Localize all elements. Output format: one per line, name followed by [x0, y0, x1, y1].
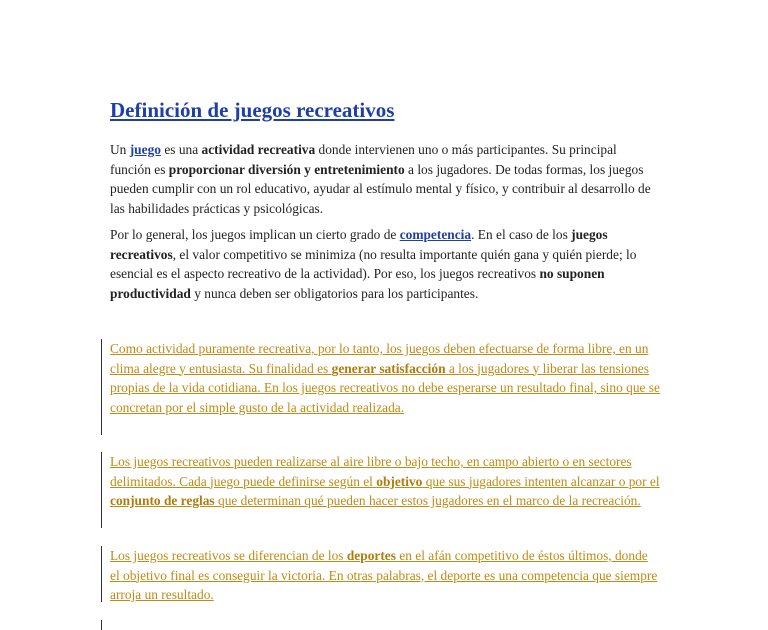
text: a los jugadores. De todas formas, los juegos pueden cumplir con un rol educativo, ayudar al estímulo mental y físico, y contribuir al desarrollo de las habilidades prácticas y psicológicas. [110, 161, 651, 216]
bold-text: juegos recreativos [110, 227, 608, 262]
bold-text: generar satisfacción [331, 360, 446, 376]
bold-text: deportes [346, 548, 396, 563]
paragraph-1 [110, 140, 660, 218]
text: que sus jugadores intenten alcanzar o por el [422, 473, 660, 489]
text: y nunca deben ser obligatorios para los participantes. [190, 285, 479, 301]
link-competencia[interactable]: competencia [399, 227, 472, 242]
text: Como actividad puramente recreativa, por lo tanto, los juegos deben efectuarse de forma libre, en un clima alegre y entusiasta. Su finalidad es [110, 341, 649, 376]
paragraph-5-revised [110, 546, 660, 605]
bold-text: objetivo [376, 473, 423, 489]
revision-bar [101, 620, 102, 630]
paragraph-4-revised [110, 452, 660, 511]
text: . En el caso de los [471, 227, 572, 242]
revision-bar [101, 452, 102, 528]
paragraph-3-revised [110, 339, 660, 417]
paragraph-2 [110, 225, 660, 303]
link-juego[interactable]: juego [129, 142, 161, 157]
bold-text: no suponen productividad [110, 266, 605, 301]
page-title: Definición de juegos recreativos [110, 98, 395, 122]
text: es una [160, 142, 202, 157]
revision-bar [101, 339, 102, 435]
revision-bar [101, 546, 102, 602]
text: a los jugadores y liberar las tensiones propias de la vida cotidiana. En los juegos recreativos no debe esperarse un resultado final, sino que se concretan por el simple gusto de la actividad realizada. [110, 360, 660, 415]
text: Un [110, 142, 130, 157]
text: Los juegos recreativos se diferencian de los [110, 548, 347, 563]
text: en el afán competitivo de éstos últimos, donde el objetivo final es conseguir la victoria. En otras palabras, el deporte es una competencia que siempre arroja un resultado. [110, 548, 658, 602]
bold-text: actividad recreativa [201, 142, 316, 157]
text: , el valor competitivo se minimiza (no resulta importante quién gana y quién pierde; lo esencial es el aspecto recreativo de la actividad). Por eso, los juegos recreativos [110, 246, 637, 281]
bold-text: conjunto de reglas [110, 493, 215, 508]
text: Los juegos recreativos pueden realizarse al aire libre o bajo techo, en campo abierto o en sectores delimitados. Cada juego puede definirse según el [110, 454, 632, 489]
text: donde intervienen uno o más participantes. Su principal función es [110, 142, 617, 177]
text: Por lo general, los juegos implican un cierto grado de [110, 227, 400, 242]
bold-text: proporcionar diversión y entretenimiento [168, 161, 405, 177]
text: que determinan qué pueden hacer estos jugadores en el marco de la recreación. [214, 493, 641, 508]
